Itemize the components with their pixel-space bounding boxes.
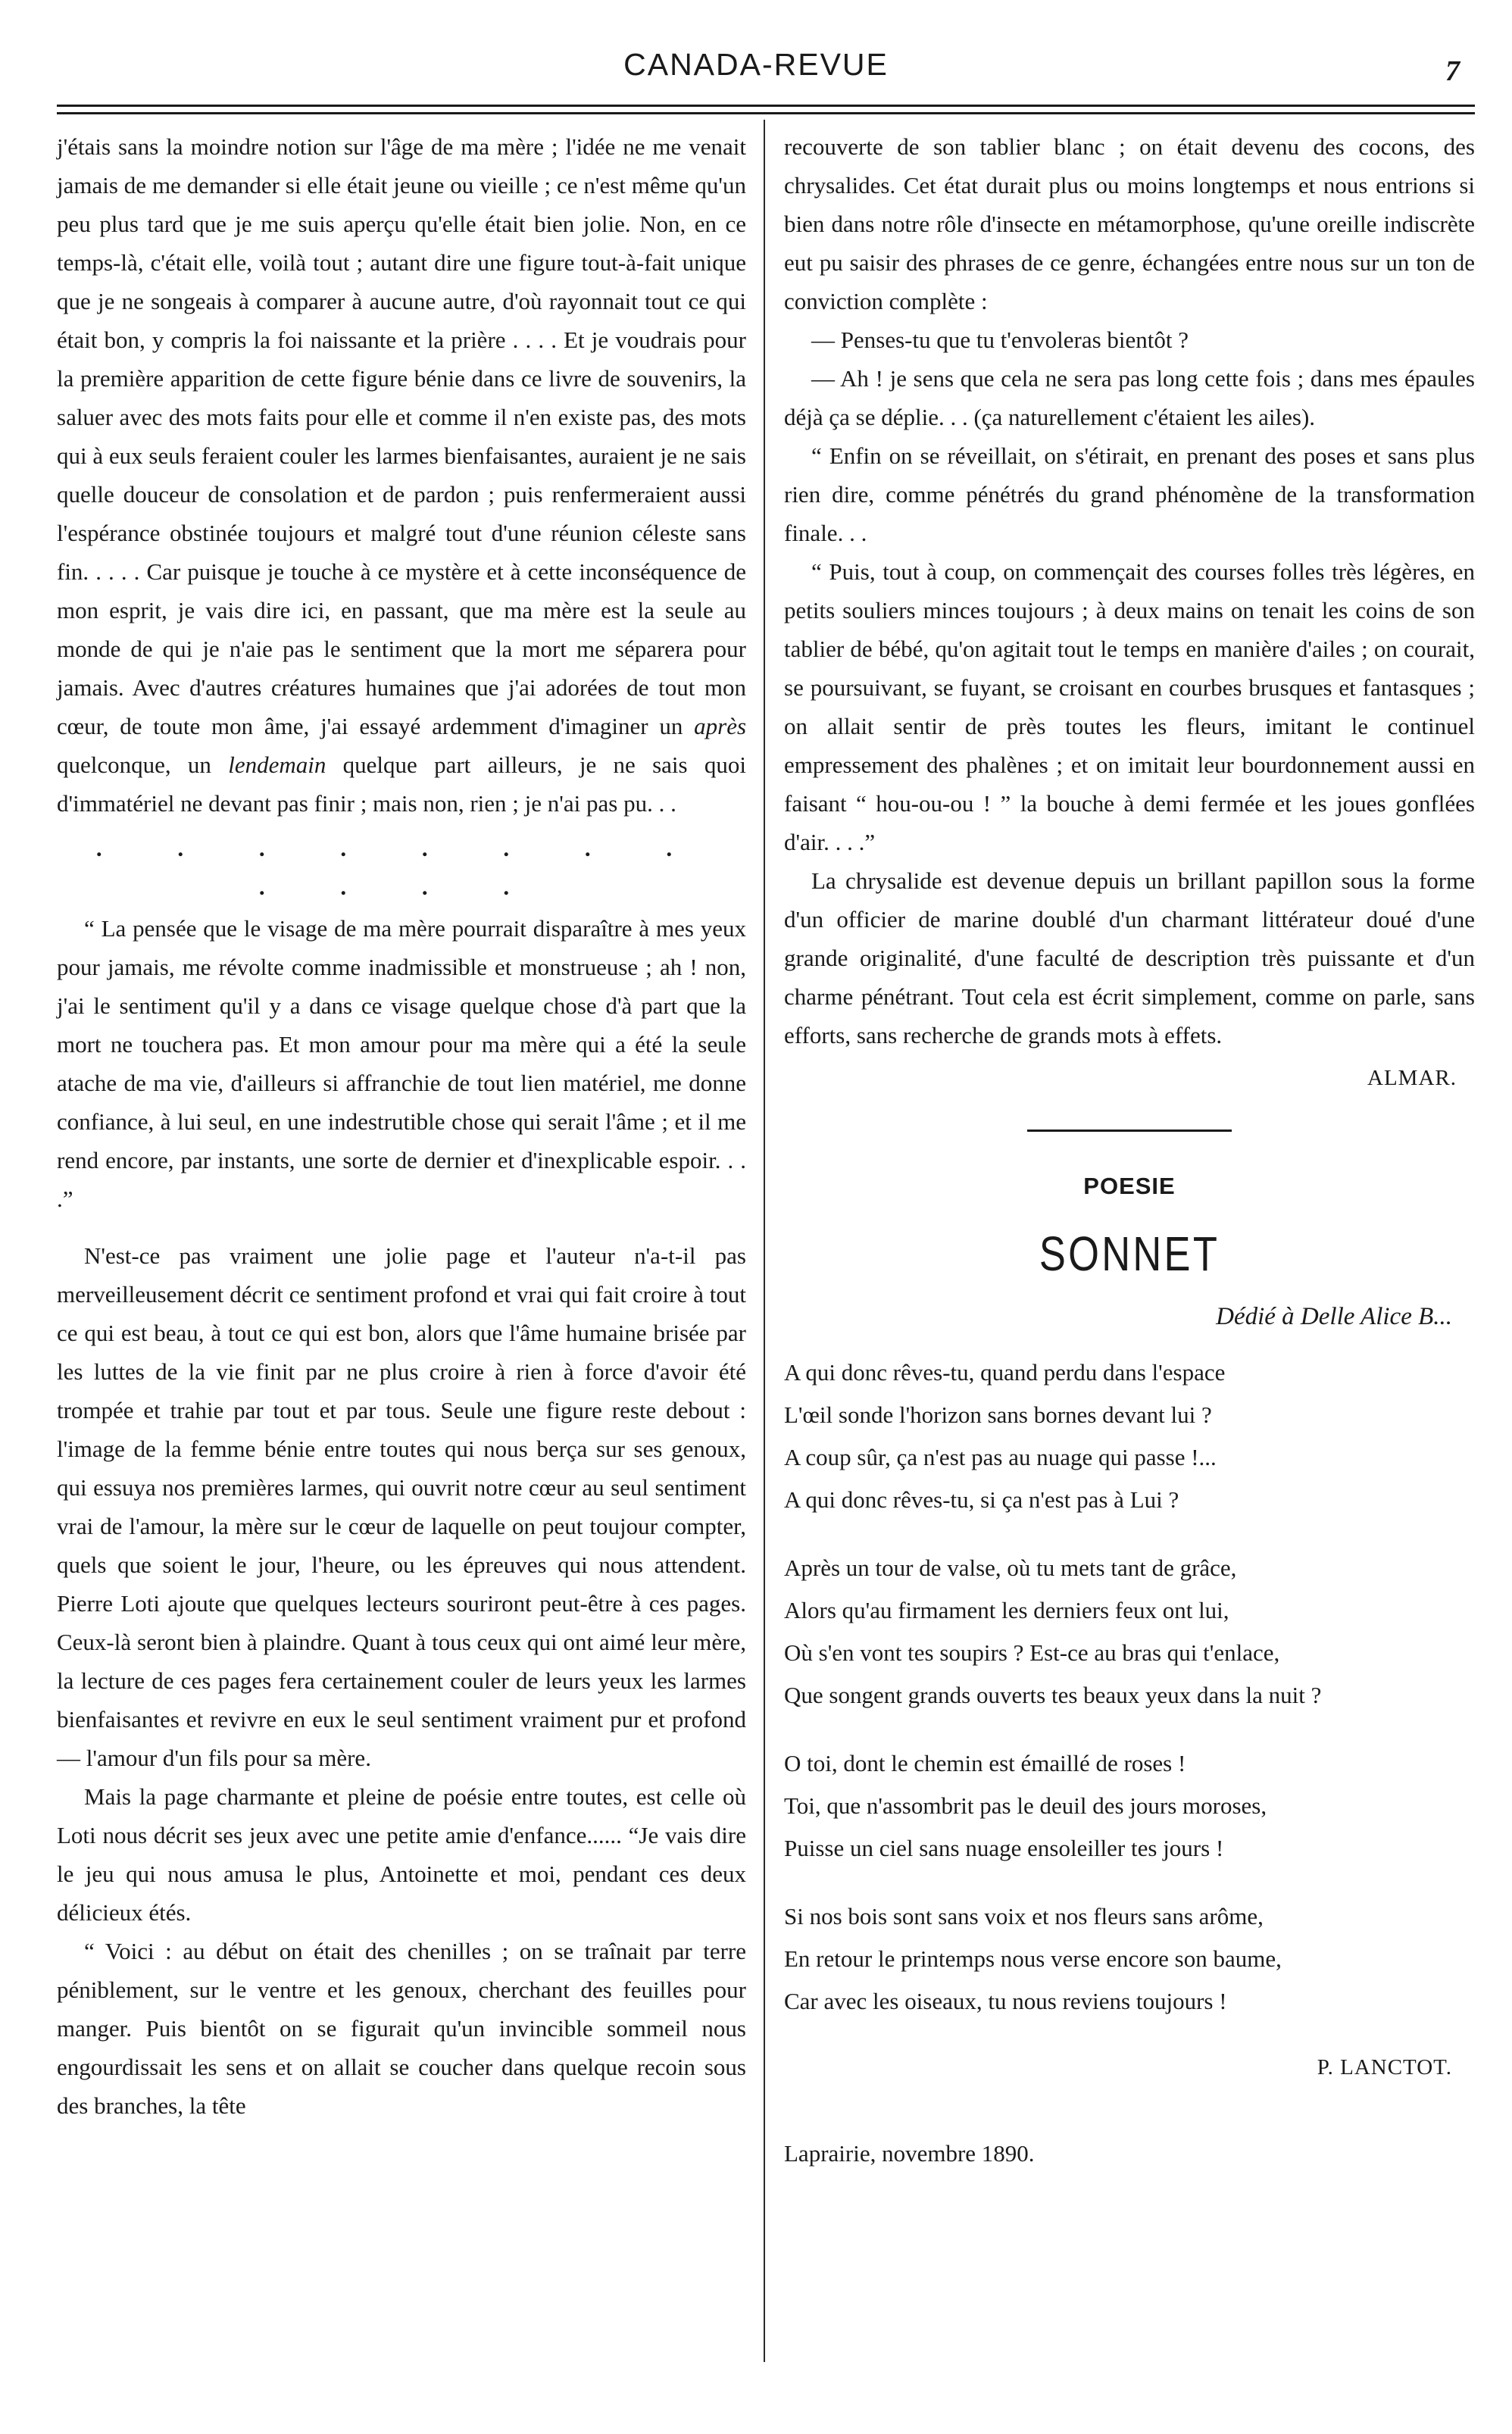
paragraph-text: quelconque, un [57, 751, 211, 778]
poem-title: SONNET [1039, 1226, 1220, 1281]
article-signature: ALMAR. [1367, 1066, 1457, 1090]
paragraph-text: quelque part ailleurs, je ne sais quoi d'immatériel ne devant pas finir ; mais non, rien ; je n'ai pas pu. . . [57, 751, 746, 817]
dialogue-line: — Penses-tu que tu t'envoleras bientôt ? [811, 327, 1189, 353]
stanza [784, 1742, 1475, 1870]
verse-line: En retour le printemps nous verse encore son baume, [784, 1945, 1282, 1972]
verse-line: Si nos bois sont sans voix et nos fleurs sans arôme, [784, 1903, 1264, 1929]
verse-line: Que songent grands ouverts tes beaux yeux dans la nuit ? [784, 1682, 1322, 1708]
place-date: Laprairie, novembre 1890. [784, 2140, 1035, 2167]
paragraph: N'est-ce pas vraiment une jolie page et l'auteur n'a-t-il pas merveilleusement décrit ce sentiment profond et vrai qui fait croire à tout ce qui est beau, à tout ce qui est bon, alors que l'âme humaine brisée par les luttes de la vie finit par ne plus croire à rien à force d'avoir été trompée et trahie par tout et par tous. Seule une figure reste debout : l'image de la femme bénie entre toutes qui nous berça sur ses genoux, qui essuya nos premières larmes, qui ouvrit notre cœur au seul sentiment vrai de l'amour, la mère sur le cœur de laquelle on peut toujour compter, quels que soient le jour, l'heure, ou les épreuves qui nous attendent. Pierre Loti ajoute que quelques lecteurs souriront peut-être à ces pages. Ceux-là seront bien à plaindre. Quant à tous ceux qui ont aimé leur mère, la lecture de ces pages fera certainement couler de leurs yeux les larmes bienfaisantes et revivre en eux le seul sentiment vraiment pur et profond — l'amour d'un fils pour sa mère. [57, 1242, 746, 1771]
verse-line: O toi, dont le chemin est émaillé de roses ! [784, 1750, 1186, 1776]
dialogue-line: — Ah ! je sens que cela ne sera pas long cette fois ; dans mes épaules déjà ça se déplie. . . (ça naturellement c'étaient les ailes). [784, 365, 1475, 430]
poem-dedication: Dédié à Delle Alice B... [1216, 1303, 1452, 1330]
verse-line: Toi, que n'assombrit pas le deuil des jours moroses, [784, 1792, 1267, 1819]
verse-line: Après un tour de valse, où tu mets tant de grâce, [784, 1554, 1237, 1581]
verse-line: A qui donc rêves-tu, quand perdu dans l'espace [784, 1359, 1226, 1386]
paragraph: recouverte de son tablier blanc ; on était devenu des cocons, des chrysalides. Cet état durait plus ou moins longtemps et nous entrions si bien dans notre rôle d'insecte en métamorphose, qu'une oreille indiscrète eut pu saisir des phrases de ce genre, échangées entre nous sur un ton de conviction complète : [784, 133, 1475, 314]
paragraph: “ Puis, tout à coup, on commençait des courses folles très légères, en petits souliers minces toujours ; à deux mains on tenait les coins de son tablier de bébé, qu'on agitait tout le temps en manière d'ailes ; on courait, se poursuivant, se fuyant, se croisant en courbes brusques et fantasques ; on allait sentir de près toutes les fleurs, imitant le continuel empressement des phalènes ; et on imitait leur bourdonnement aussi en faisant “ hou-ou-ou ! ” la bouche à demi fermée et les joues gonflées d'air. . . .” [784, 558, 1475, 855]
stanza [784, 1547, 1475, 1717]
paragraph: Mais la page charmante et pleine de poésie entre toutes, est celle où Loti nous décrit ses jeux avec une petite amie d'enfance...... “Je vais dire le jeu qui nous amusa le plus, Antoinette et moi, pendant ces deux délicieux étés. [57, 1783, 746, 1926]
running-header: CANADA-REVUE [623, 47, 889, 82]
verse-line: Alors qu'au firmament les derniers feux ont lui, [784, 1597, 1229, 1623]
section-heading: POESIE [1083, 1173, 1176, 1199]
paragraph-text: j'étais sans la moindre notion sur l'âge de ma mère ; l'idée ne me venait jamais de me demander si elle était jeune ou vieille ; ce n'est même qu'un peu plus tard que je me suis aperçu qu'elle était bien jolie. Non, en ce temps-là, c'était elle, voilà tout ; autant dire une figure tout-à-fait unique que je ne songeais à comparer à aucune autre, d'où rayonnait tout ce qui était bon, y compris la foi naissante et la prière . . . . Et je voudrais pour la première apparition de cette figure bénie dans ce livre de souvenirs, la saluer avec des mots faits pour elle et comme il n'en existe pas, des mots qui à eux seuls feraient couler les larmes bienfaisantes, auraient je ne sais quelle douceur de consolation et de pardon ; puis renfermeraient aussi l'espérance obstinée toujours et malgré tout d'une réunion céleste sans fin. . . . . Car puisque je touche à ce mystère et à cette inconséquence de mon esprit, je vais dire ici, en passant, que ma mère est la seule au monde de qui je n'aie pas le sentiment que la mort me séparera pour jamais. Avec d'autres créatures humaines que j'ai adorées de tout mon cœur, de toute mon âme, j'ai essayé ardemment d'imaginer un [57, 133, 746, 739]
verse-line: A coup sûr, ça n'est pas au nuage qui passe !... [784, 1444, 1217, 1470]
verse-line: L'œil sonde l'horizon sans bornes devant lui ? [784, 1401, 1212, 1428]
column-divider [764, 120, 765, 2362]
left-column [57, 127, 746, 2125]
paragraph: “ Enfin on se réveillait, on s'étirait, en prenant des poses et sans plus rien dire, comme pénétrés du grand phénomène de la transformation finale. . . [784, 442, 1475, 546]
ellipsis-separator: . . . . . . . . . . . . [95, 835, 708, 900]
verse-line: Où s'en vont tes soupirs ? Est-ce au bras qui t'enlace, [784, 1639, 1280, 1666]
paragraph: “ Voici : au début on était des chenilles ; on se traînait par terre péniblement, sur le ventre et les genoux, cherchant des feuilles pour manger. Puis bientôt on se figurait qu'un invincible sommeil nous engourdissait les sens et on allait se coucher dans quelque recoin sous des branches, la tête [57, 1938, 746, 2119]
header-rule-top [57, 105, 1475, 107]
italic-word: lendemain [228, 751, 326, 778]
stanza [784, 1895, 1475, 2023]
italic-word: après [694, 713, 747, 739]
paragraph: La chrysalide est devenue depuis un brillant papillon sous la forme d'un officier de marine doublé d'un charmant littérateur doué d'une grande originalité, d'une faculté de description très puissante et d'un charme pénétrant. Tout cela est écrit simplement, comme on parle, sans efforts, sans recherche de grands mots à effets. [784, 867, 1475, 1048]
section-divider [1027, 1130, 1232, 1132]
page-number: 7 [1445, 55, 1460, 87]
verse-line: A qui donc rêves-tu, si ça n'est pas à Lui ? [784, 1486, 1179, 1513]
header-rule-bottom [57, 112, 1475, 114]
verse-line: Puisse un ciel sans nuage ensoleiller tes jours ! [784, 1835, 1224, 1861]
right-column [784, 127, 1475, 2173]
poem-signature: P. LANCTOT. [1317, 2055, 1452, 2079]
verse-line: Car avec les oiseaux, tu nous reviens toujours ! [784, 1988, 1227, 2014]
quoted-paragraph: “ La pensée que le visage de ma mère pourrait disparaître à mes yeux pour jamais, me révolte comme inadmissible et monstrueuse ; ah ! non, j'ai le sentiment qu'il y a dans ce visage quelque chose d'à part que la mort ne touchera pas. Et mon amour pour ma mère qui a été la seule atache de ma vie, d'ailleurs si affranchie de tout lien matériel, me donne confiance, à lui seul, en une indestrutible chose qui serait l'âme ; et il me rend encore, par instants, une sorte de dernier et d'inexplicable espoir. . . .” [57, 915, 746, 1212]
stanza [784, 1351, 1475, 1521]
paragraph [57, 127, 746, 823]
